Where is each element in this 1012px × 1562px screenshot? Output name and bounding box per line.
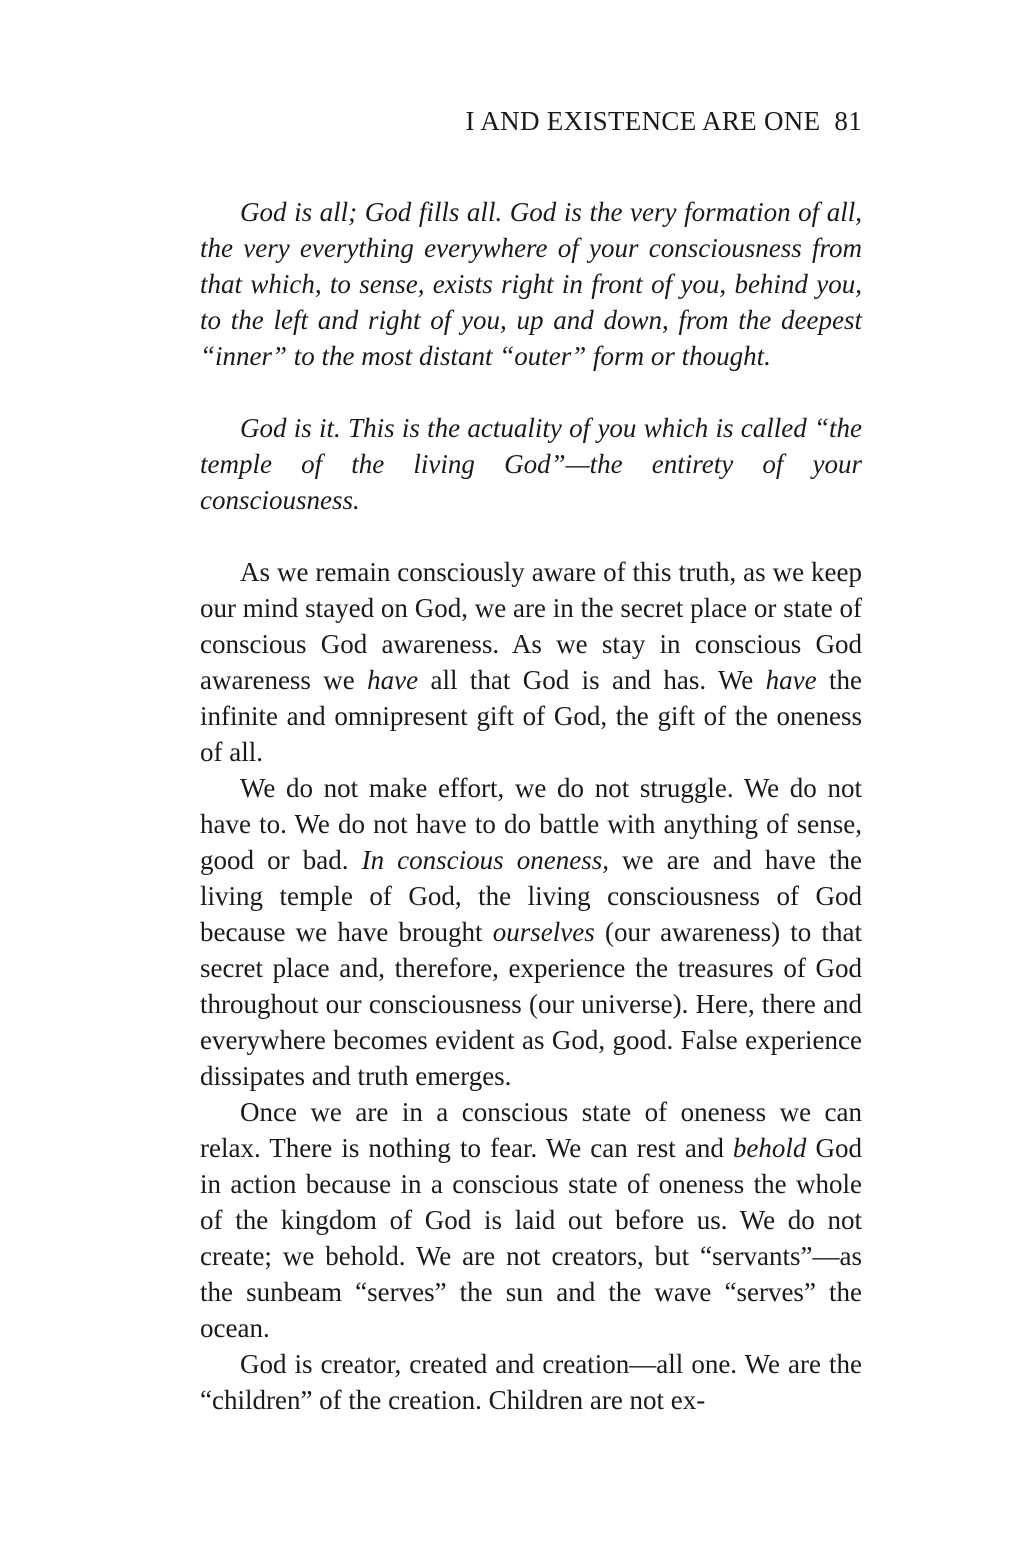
quote-paragraph: God is all; God fills all. God is the very formation of all, the very everything everywhere of your consciousness from that which, to sense, exists right in front of you, behind you, to the left and right of you, up and down, from the deepest “inner” to the most distant “outer” form or thought.	[200, 197, 862, 371]
text-run: As we remain consciously aware of this truth, as we keep our mind stayed on God, we are in the secret place or state of conscious God awareness. As we stay in conscious God awareness we	[200, 557, 862, 695]
text-run: We do not make effort, we do not struggle. We do not have to. We do not have to do battle with anything of sense, good or bad.	[200, 773, 862, 875]
emphasis: In conscious oneness,	[361, 845, 610, 875]
text-run: we are and have the living temple of God, the living consciousness of God because we have brought	[200, 845, 862, 947]
text-run: God in action because in a conscious state of oneness the whole of the kingdom of God is laid out before us. We do not create; we behold. We are not creators, but “servants”—as the sunbeam “serves” the sun and the wave “serves” the ocean.	[200, 1133, 862, 1343]
page-number: 81	[834, 106, 862, 136]
emphasis: ourselves	[492, 917, 595, 947]
body-text	[200, 554, 862, 1418]
emphasis: have	[765, 665, 817, 695]
quote-block	[200, 194, 862, 374]
text-run: the infinite and omnipresent gift of God, the gift of the oneness of all.	[200, 665, 862, 767]
emphasis: behold	[732, 1133, 807, 1163]
quote-block	[200, 410, 862, 518]
running-title: I AND EXISTENCE ARE ONE	[465, 106, 821, 136]
emphasis: have	[367, 665, 419, 695]
text-run: Once we are in a conscious state of oneness we can relax. There is nothing to fear. We can rest and	[200, 1097, 862, 1163]
text-run: (our awareness) to that secret place and, therefore, experience the treasures of God throughout our consciousness (our universe). Here, there and everywhere becomes evident as God, good. False experience dissipates and truth emerges.	[200, 917, 862, 1091]
body-paragraph	[200, 1094, 862, 1346]
body-paragraph	[200, 554, 862, 770]
running-head	[466, 106, 863, 137]
body-paragraph	[200, 1346, 862, 1418]
body-paragraph	[200, 770, 862, 1094]
text-run: all that God is and has. We	[418, 665, 766, 695]
quote-paragraph: God is it. This is the actuality of you which is called “the temple of the living God”—the entirety of your consciousness.	[200, 413, 862, 515]
text-run: God is creator, created and creation—all one. We are the “children” of the creation. Children are not ex-	[200, 1349, 862, 1415]
text-block	[200, 194, 862, 1418]
